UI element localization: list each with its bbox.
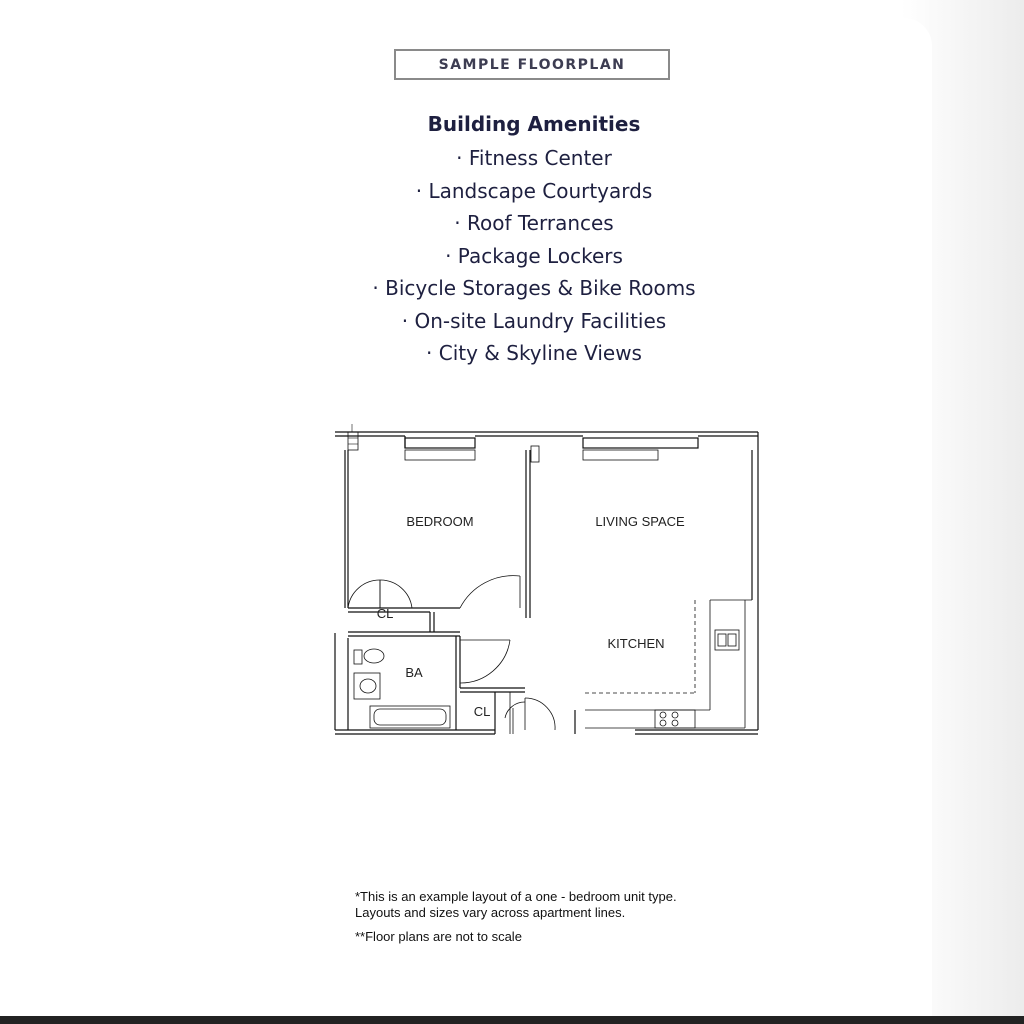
sample-floorplan-badge: SAMPLE FLOORPLAN (394, 49, 670, 80)
amenity-item: · Package Lockers (300, 242, 768, 275)
note-layouts-vary: Layouts and sizes vary across apartment lines. (355, 905, 626, 920)
kitchen-counters (585, 600, 752, 728)
hall-closet (505, 692, 555, 734)
living-space-label: LIVING SPACE (595, 514, 685, 529)
windows (405, 450, 658, 460)
amenities-title: Building Amenities (427, 112, 641, 136)
hall-closet-label: CL (473, 704, 491, 719)
bath-label: BA (405, 665, 423, 680)
kitchen-label: KITCHEN (607, 636, 665, 651)
amenity-item: · Roof Terrances (300, 209, 768, 242)
bedroom-closet-doors (348, 576, 520, 608)
interior-walls (348, 446, 539, 734)
disclaimer-notes (355, 889, 795, 945)
closet-label: CL (376, 606, 394, 621)
bedroom-label: BEDROOM (406, 514, 474, 529)
exterior-walls (335, 432, 758, 734)
amenities-list (300, 144, 768, 372)
amenity-item: · Fitness Center (300, 144, 768, 177)
amenity-item: · City & Skyline Views (300, 339, 768, 372)
note-not-to-scale: **Floor plans are not to scale (355, 929, 522, 944)
bottom-bar (0, 1016, 1024, 1024)
note-example-layout: *This is an example layout of a one - bedroom unit type. (355, 889, 677, 904)
amenity-item: · Landscape Courtyards (300, 177, 768, 210)
amenity-item: · Bicycle Storages & Bike Rooms (300, 274, 768, 307)
bath-fixtures (354, 649, 450, 728)
bath-door (460, 640, 510, 683)
exterior-wall-top (335, 424, 758, 450)
floorplan-diagram (330, 418, 762, 744)
amenity-item: · On-site Laundry Facilities (300, 307, 768, 340)
